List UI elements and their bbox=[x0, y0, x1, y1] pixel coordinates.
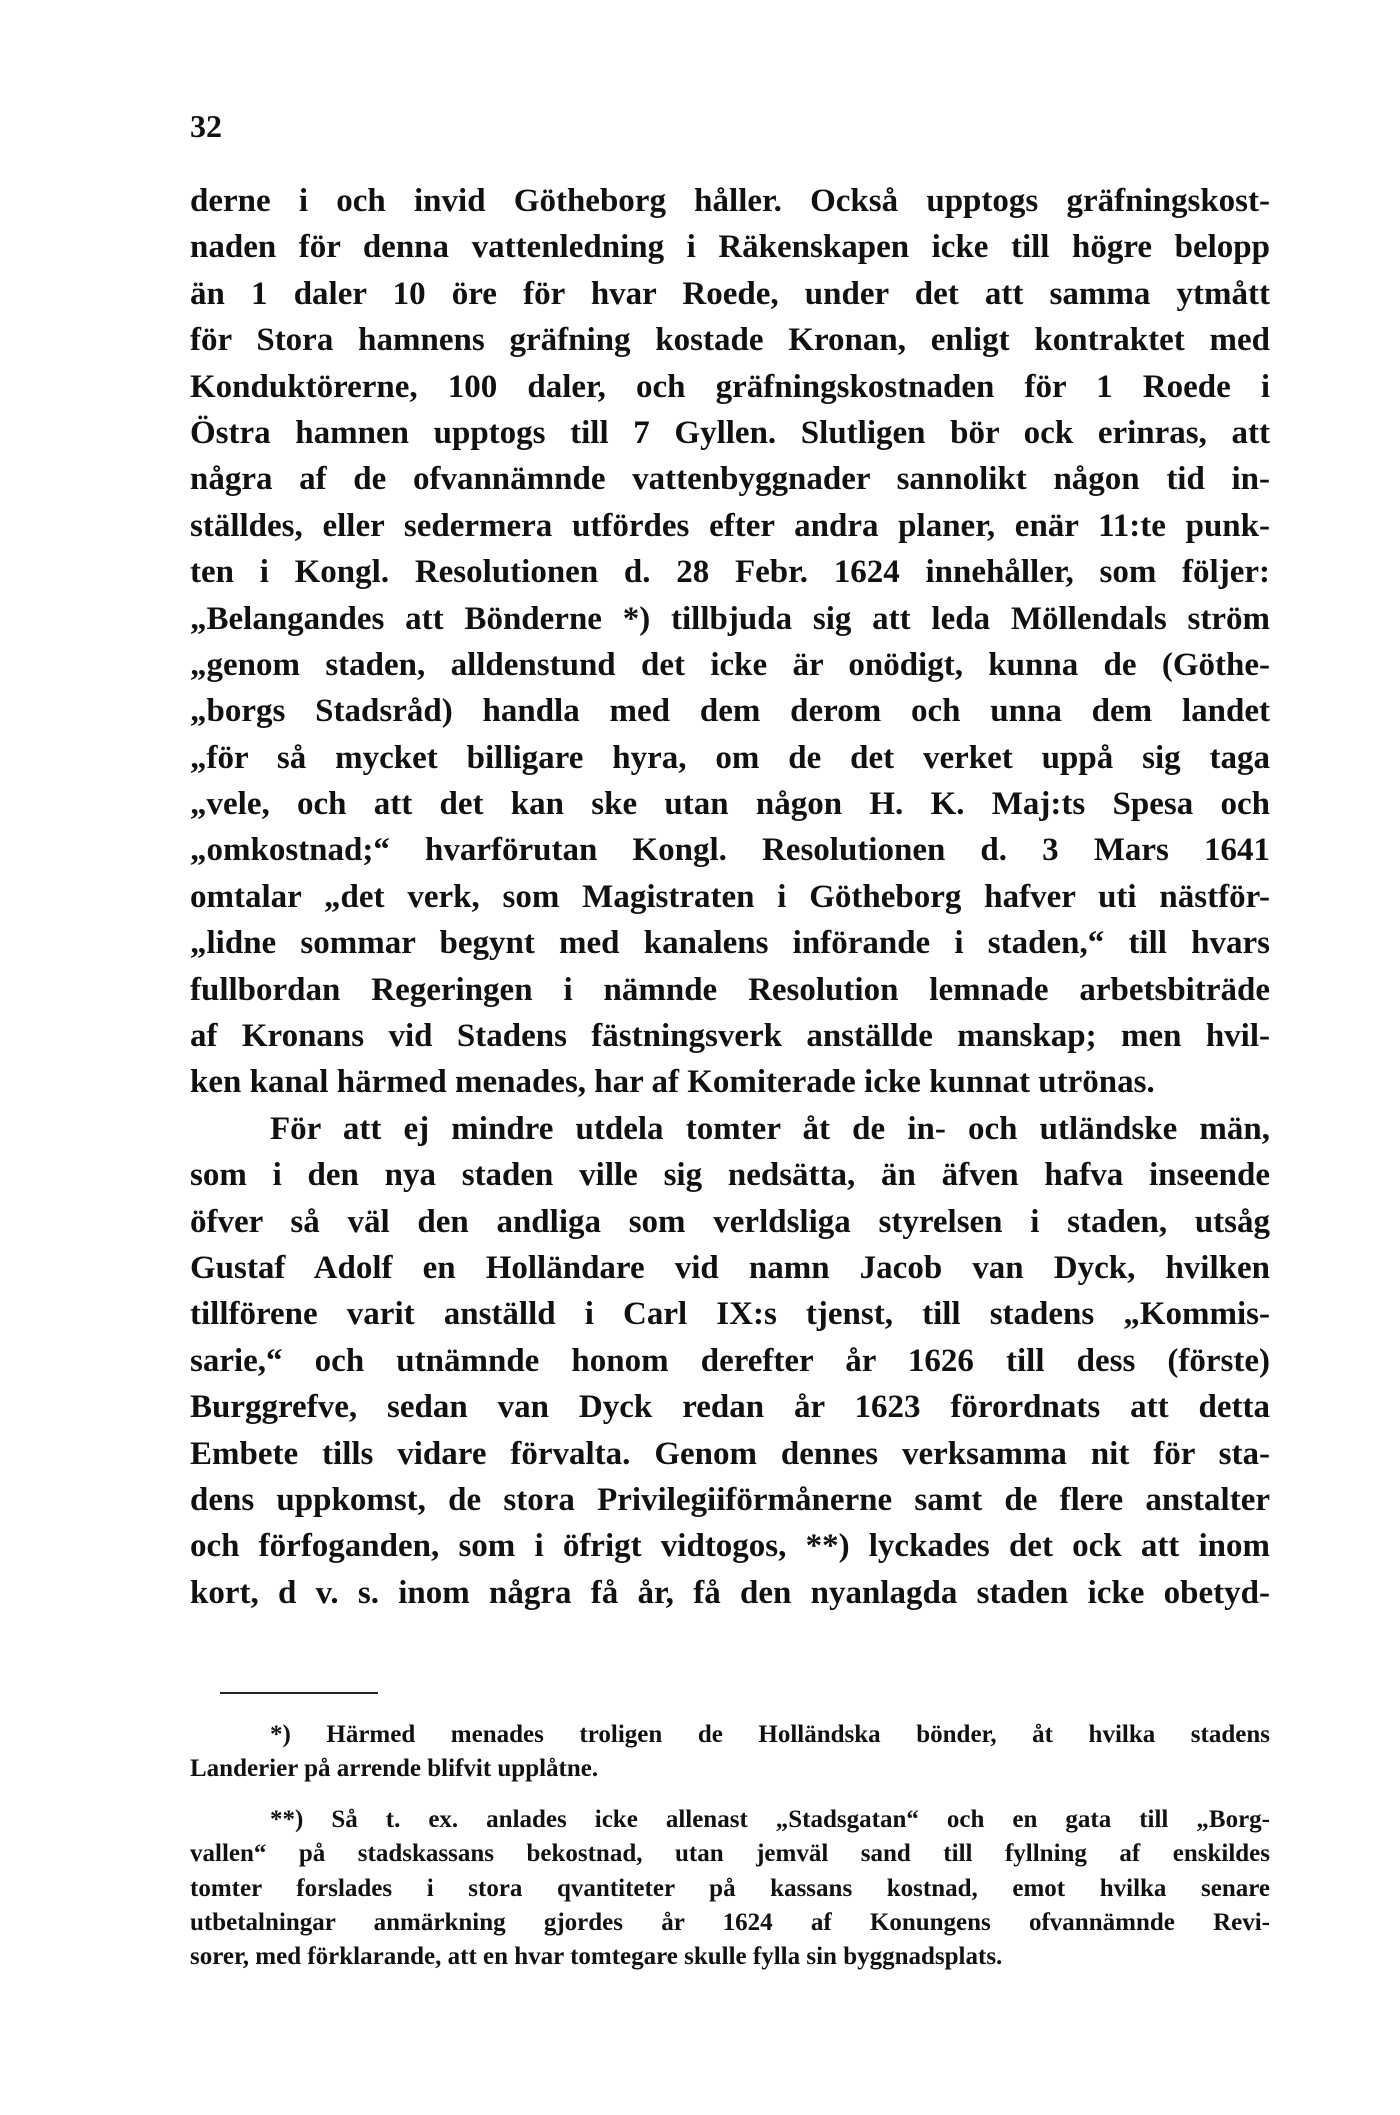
footnote-gap bbox=[190, 1787, 1270, 1803]
text-line: kort, d v. s. inom några få år, få den nyanlagda staden icke obetyd- bbox=[190, 1574, 1270, 1611]
footnote-line: Landerier på arrende blifvit upplåtne. bbox=[190, 1755, 599, 1783]
text-line: Gustaf Adolf en Holländare vid namn Jacob van Dyck, hvilken bbox=[190, 1249, 1270, 1286]
text-line: naden för denna vattenledning i Räkenskapen icke till högre belopp bbox=[190, 229, 1270, 266]
footnote-line: **) Så t. ex. anlades icke allenast „Stadsgatan“ och en gata till „Borg- bbox=[270, 1805, 1270, 1833]
footnotes bbox=[190, 1718, 1270, 1975]
text-line: Burggrefve, sedan van Dyck redan år 1623 förordnats att detta bbox=[190, 1389, 1270, 1426]
text-line: än 1 daler 10 öre för hvar Roede, under det att samma ytmått bbox=[190, 275, 1270, 312]
text-line: tillförene varit anställd i Carl IX:s tjenst, till stadens „Kommis- bbox=[190, 1296, 1270, 1333]
text-line: sarie,“ och utnämnde honom derefter år 1626 till dess (förste) bbox=[190, 1342, 1270, 1379]
paragraph-end-line: ken kanal härmed menades, har af Komiterade icke kunnat utrönas. bbox=[190, 1064, 1155, 1101]
page-number: 32 bbox=[190, 108, 222, 144]
quote-line: „lidne sommar begynt med kanalens införande i staden,“ till hvars bbox=[190, 925, 1270, 962]
text-line: derne i och invid Götheborg håller. Också upptogs gräfningskost- bbox=[190, 183, 1270, 219]
text-line: Embete tills vidare förvalta. Genom dennes verksamma nit för sta- bbox=[190, 1435, 1270, 1472]
text-line: Konduktörerne, 100 daler, och gräfningskostnaden för 1 Roede i bbox=[190, 368, 1270, 405]
text-line: öfver så väl den andliga som verldsliga styrelsen i staden, utsåg bbox=[190, 1203, 1270, 1240]
quote-line: „Belangandes att Bönderne *) tillbjuda sig att leda Möllendals ström bbox=[190, 600, 1270, 637]
footnote-line: sorer, med förklarande, att en hvar tomtegare skulle fylla sin byggnadsplats. bbox=[190, 1943, 1003, 1971]
text-line: några af de ofvannämnde vattenbyggnader sannolikt någon tid in- bbox=[190, 461, 1270, 498]
body-text bbox=[190, 178, 1270, 1616]
quote-line: „borgs Stadsråd) handla med dem derom och unna dem landet bbox=[190, 693, 1270, 730]
footnote-divider bbox=[220, 1692, 378, 1694]
text-line: som i den nya staden ville sig nedsätta, än äfven hafva inseende bbox=[190, 1157, 1270, 1194]
quote-line: „vele, och att det kan ske utan någon H. K. Maj:ts Spesa och bbox=[190, 786, 1270, 823]
footnote-line: vallen“ på stadskassans bekostnad, utan jemväl sand till fyllning af enskildes bbox=[190, 1840, 1270, 1868]
quote-line: „genom staden, alldenstund det icke är onödigt, kunna de (Göthe- bbox=[190, 646, 1270, 683]
footnote-line: *) Härmed menades troligen de Holländska bönder, åt hvilka stadens bbox=[270, 1721, 1270, 1748]
quote-line: „för så mycket billigare hyra, om de det verket uppå sig taga bbox=[190, 739, 1270, 776]
text-line: för Stora hamnens gräfning kostade Kronan, enligt kontraktet med bbox=[190, 322, 1270, 359]
text-line: af Kronans vid Stadens fästningsverk anställde manskap; men hvil- bbox=[190, 1018, 1270, 1055]
text-line: omtalar „det verk, som Magistraten i Götheborg hafver uti nästför- bbox=[190, 878, 1270, 915]
footnote-2 bbox=[190, 1803, 1270, 1975]
text-line: dens uppkomst, de stora Privilegiiförmånerne samt de flere anstalter bbox=[190, 1481, 1270, 1518]
text-line: fullbordan Regeringen i nämnde Resolution lemnade arbetsbiträde bbox=[190, 971, 1270, 1008]
book-page bbox=[190, 0, 1270, 2115]
text-line: Östra hamnen upptogs till 7 Gyllen. Slutligen bör ock erinras, att bbox=[190, 414, 1270, 451]
text-line: ten i Kongl. Resolutionen d. 28 Febr. 1624 innehåller, som följer: bbox=[190, 554, 1270, 591]
footnote-1 bbox=[190, 1718, 1270, 1787]
footnote-line: tomter forslades i stora qvantiteter på kassans kostnad, emot hvilka senare bbox=[190, 1874, 1270, 1902]
footnote-line: utbetalningar anmärkning gjordes år 1624 af Konungens ofvannämnde Revi- bbox=[190, 1908, 1270, 1936]
paragraph-start-line: För att ej mindre utdela tomter åt de in- och utländske män, bbox=[270, 1110, 1270, 1147]
text-line: ställdes, eller sedermera utfördes efter andra planer, enär 11:te punk- bbox=[190, 507, 1270, 544]
text-line: och förfoganden, som i öfrigt vidtogos, **) lyckades det ock att inom bbox=[190, 1528, 1270, 1565]
quote-line: „omkostnad;“ hvarförutan Kongl. Resolutionen d. 3 Mars 1641 bbox=[190, 832, 1270, 869]
